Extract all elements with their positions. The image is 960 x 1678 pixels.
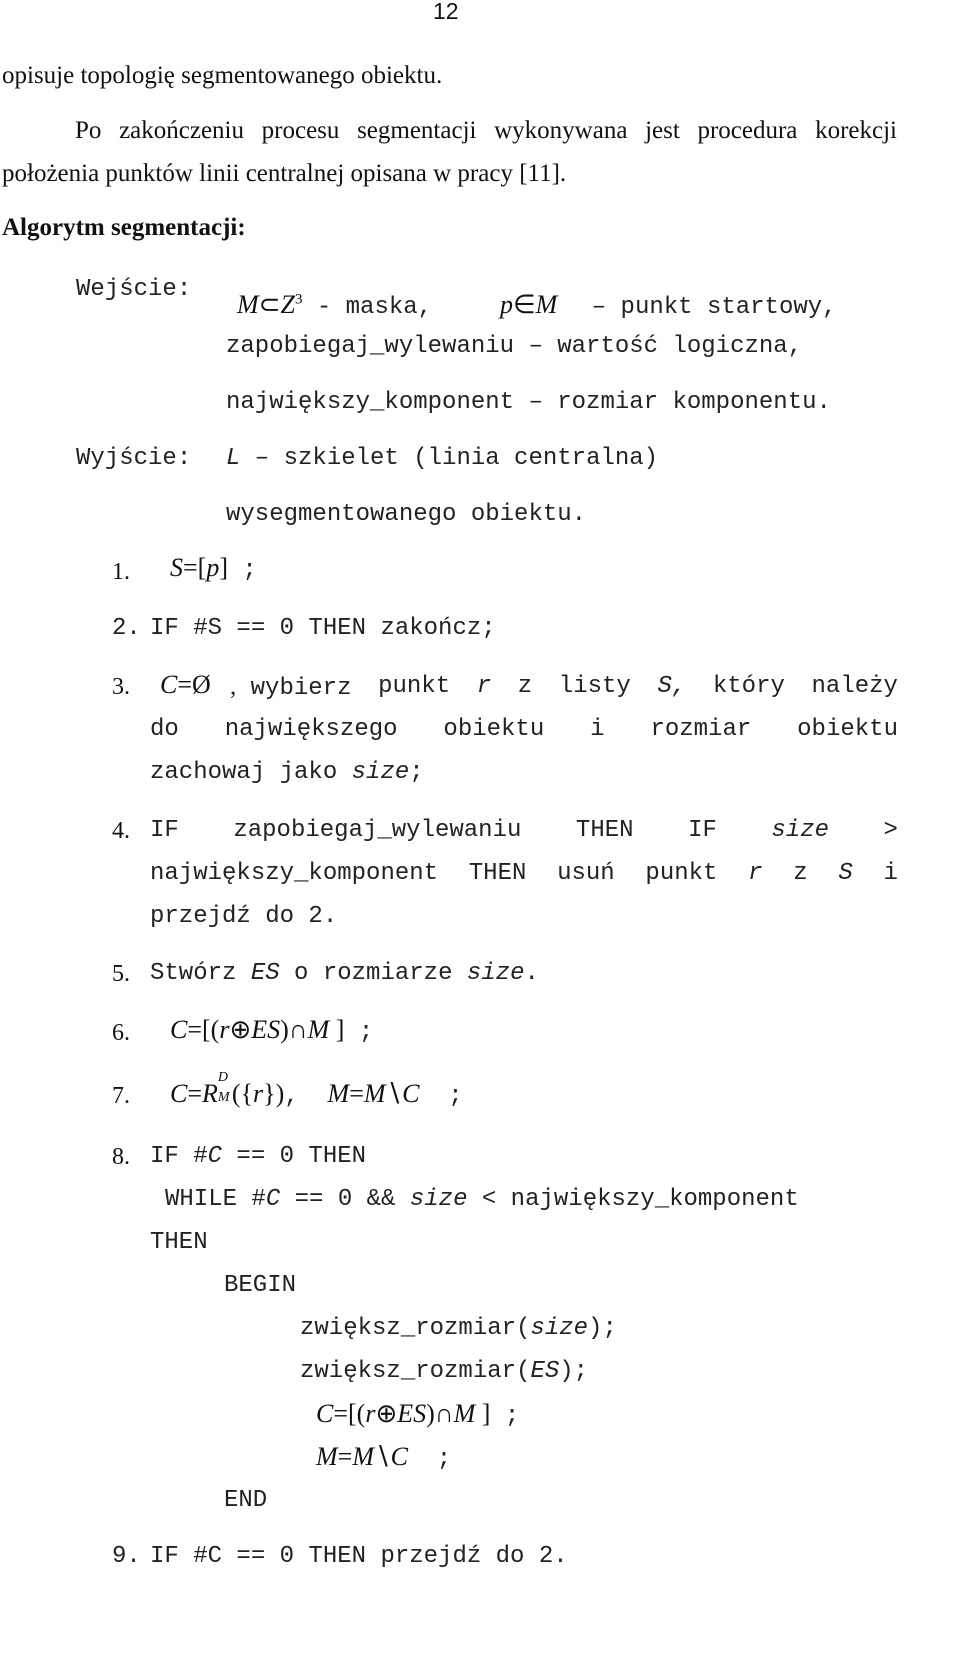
- formula-c-empty: C=Ø: [160, 670, 211, 699]
- step-number: 3.: [112, 674, 130, 700]
- step-7-formula: C=R D M ({r}), M=M∖C ;: [170, 1070, 463, 1110]
- word: S,: [657, 673, 687, 700]
- var-c: C: [207, 1143, 223, 1170]
- word: segmentacji: [357, 117, 477, 144]
- word: size: [771, 817, 830, 844]
- step-8-end: END: [224, 1487, 268, 1514]
- text: zwiększ_rozmiar(: [300, 1315, 531, 1342]
- step-8-then: THEN: [150, 1229, 208, 1256]
- input-line-1b: [492, 272, 837, 321]
- step-number: 6.: [112, 1020, 130, 1046]
- var-size: size: [409, 1186, 468, 1213]
- word: z: [517, 673, 533, 700]
- word: z: [793, 860, 808, 887]
- step-8-while: [165, 1186, 799, 1213]
- word: wybierz: [236, 675, 352, 702]
- output-label: Wyjście:: [76, 445, 192, 472]
- word: IF: [150, 817, 179, 844]
- word: zakończeniu: [119, 117, 244, 144]
- step-6-formula: C=[(r⊕ES)∩M ] ;: [170, 1015, 374, 1046]
- step-number: 4.: [112, 818, 130, 844]
- step-number: 9.: [112, 1543, 141, 1570]
- word: Po: [75, 117, 102, 144]
- word: >: [883, 817, 898, 844]
- step-8-increase-es: [300, 1358, 588, 1385]
- text: < największy_komponent: [467, 1186, 799, 1213]
- word: r: [748, 860, 763, 887]
- text: IF #: [150, 1143, 208, 1170]
- text: zwiększ_rozmiar(: [300, 1358, 531, 1385]
- word: usuń: [557, 860, 615, 887]
- text: );: [588, 1315, 617, 1342]
- page-number: 12: [433, 0, 459, 24]
- word: punkt: [378, 673, 451, 700]
- word: należy: [811, 673, 898, 700]
- var-l: L: [226, 445, 241, 472]
- word: THEN: [575, 817, 634, 844]
- step-number: 5.: [112, 961, 130, 987]
- step-number: 2.: [112, 615, 141, 642]
- text: .: [524, 960, 539, 987]
- word: procedura: [697, 117, 798, 144]
- var-c: C: [265, 1186, 281, 1213]
- word: S: [838, 860, 853, 887]
- input-label: Wejście:: [76, 276, 192, 303]
- output-desc: – szkielet (linia centralna): [240, 445, 659, 472]
- word: największego: [224, 716, 398, 743]
- step-number: 8.: [112, 1144, 130, 1170]
- word: IF: [688, 817, 717, 844]
- word: największy_komponent: [150, 860, 439, 887]
- word: zapobiegaj_wylewaniu: [233, 817, 522, 844]
- text: o rozmiarze: [279, 960, 467, 987]
- step-5-text: [150, 960, 539, 987]
- text: Stwórz: [150, 960, 251, 987]
- word: korekcji: [815, 117, 897, 144]
- input-line-3: największy_komponent – rozmiar komponentu.: [226, 389, 831, 416]
- formula-m-subset-z3: $M\subset Z^3$: [237, 290, 303, 319]
- text: );: [559, 1358, 589, 1385]
- step-4-line-2: [150, 860, 898, 887]
- word: punkt: [645, 860, 718, 887]
- output-line-1: [226, 445, 658, 472]
- paragraph-justified-line: [75, 117, 897, 145]
- output-line-2: wysegmentowanego obiektu.: [226, 501, 587, 528]
- var-size: size: [466, 960, 525, 987]
- text: zachowaj jako: [150, 759, 352, 786]
- text: == 0 &&: [280, 1186, 410, 1213]
- input-line-1: [229, 272, 432, 321]
- step-8-line-1: [150, 1143, 366, 1170]
- word: wykonywana: [494, 117, 628, 144]
- step-3-line-2: [150, 716, 898, 743]
- word: r: [476, 673, 492, 700]
- word: rozmiar: [650, 716, 752, 743]
- step-1-formula: S=[p] ;: [170, 553, 257, 584]
- word: do: [150, 716, 179, 743]
- step-3-line-3: zachowaj jako size;: [150, 759, 424, 786]
- algorithm-heading: Algorytm segmentacji:: [2, 214, 246, 241]
- step-number: 1.: [112, 559, 130, 585]
- text: == 0 THEN: [222, 1143, 367, 1170]
- word: THEN: [468, 860, 527, 887]
- step-8-begin: BEGIN: [224, 1272, 297, 1299]
- word: jest: [645, 117, 680, 144]
- word: obiektu: [443, 716, 545, 743]
- step-8-formula-c: C=[(r⊕ES)∩M ] ;: [316, 1399, 520, 1430]
- word: listy: [558, 673, 631, 700]
- step-8-increase-size: [300, 1315, 617, 1342]
- step-2-text: IF #S == 0 THEN zakończ;: [150, 615, 496, 642]
- paragraph-line: położenia punktów linii centralnej opisana w pracy [11].: [2, 160, 567, 187]
- step-3-line-1: , wybierz punkt r z listy S, który należy: [230, 673, 898, 702]
- formula-p-in-m: p∈M: [500, 290, 558, 319]
- text: WHILE #: [165, 1186, 266, 1213]
- var-es: ES: [530, 1358, 560, 1385]
- word: procesu: [261, 117, 340, 144]
- var-size: size: [530, 1315, 589, 1342]
- start-point-text: – punkt startowy,: [577, 294, 837, 321]
- step-number: 7.: [112, 1083, 130, 1109]
- word: i: [590, 716, 605, 743]
- step-9-text: IF #C == 0 THEN przejdź do 2.: [150, 1543, 568, 1570]
- paragraph-line: opisuje topologię segmentowanego obiektu.: [2, 62, 443, 89]
- step-8-formula-m: M=M∖C ;: [316, 1442, 452, 1473]
- step-4-line-3: przejdź do 2.: [150, 903, 338, 930]
- word: który: [712, 673, 785, 700]
- mask-text: - maska,: [302, 294, 433, 321]
- step-4-line-1: [150, 817, 898, 844]
- word: i: [883, 860, 898, 887]
- input-line-2: zapobiegaj_wylewaniu – wartość logiczna,: [226, 333, 803, 360]
- word: obiektu: [797, 716, 898, 743]
- var-size: size: [351, 759, 410, 786]
- var-es: ES: [250, 960, 280, 987]
